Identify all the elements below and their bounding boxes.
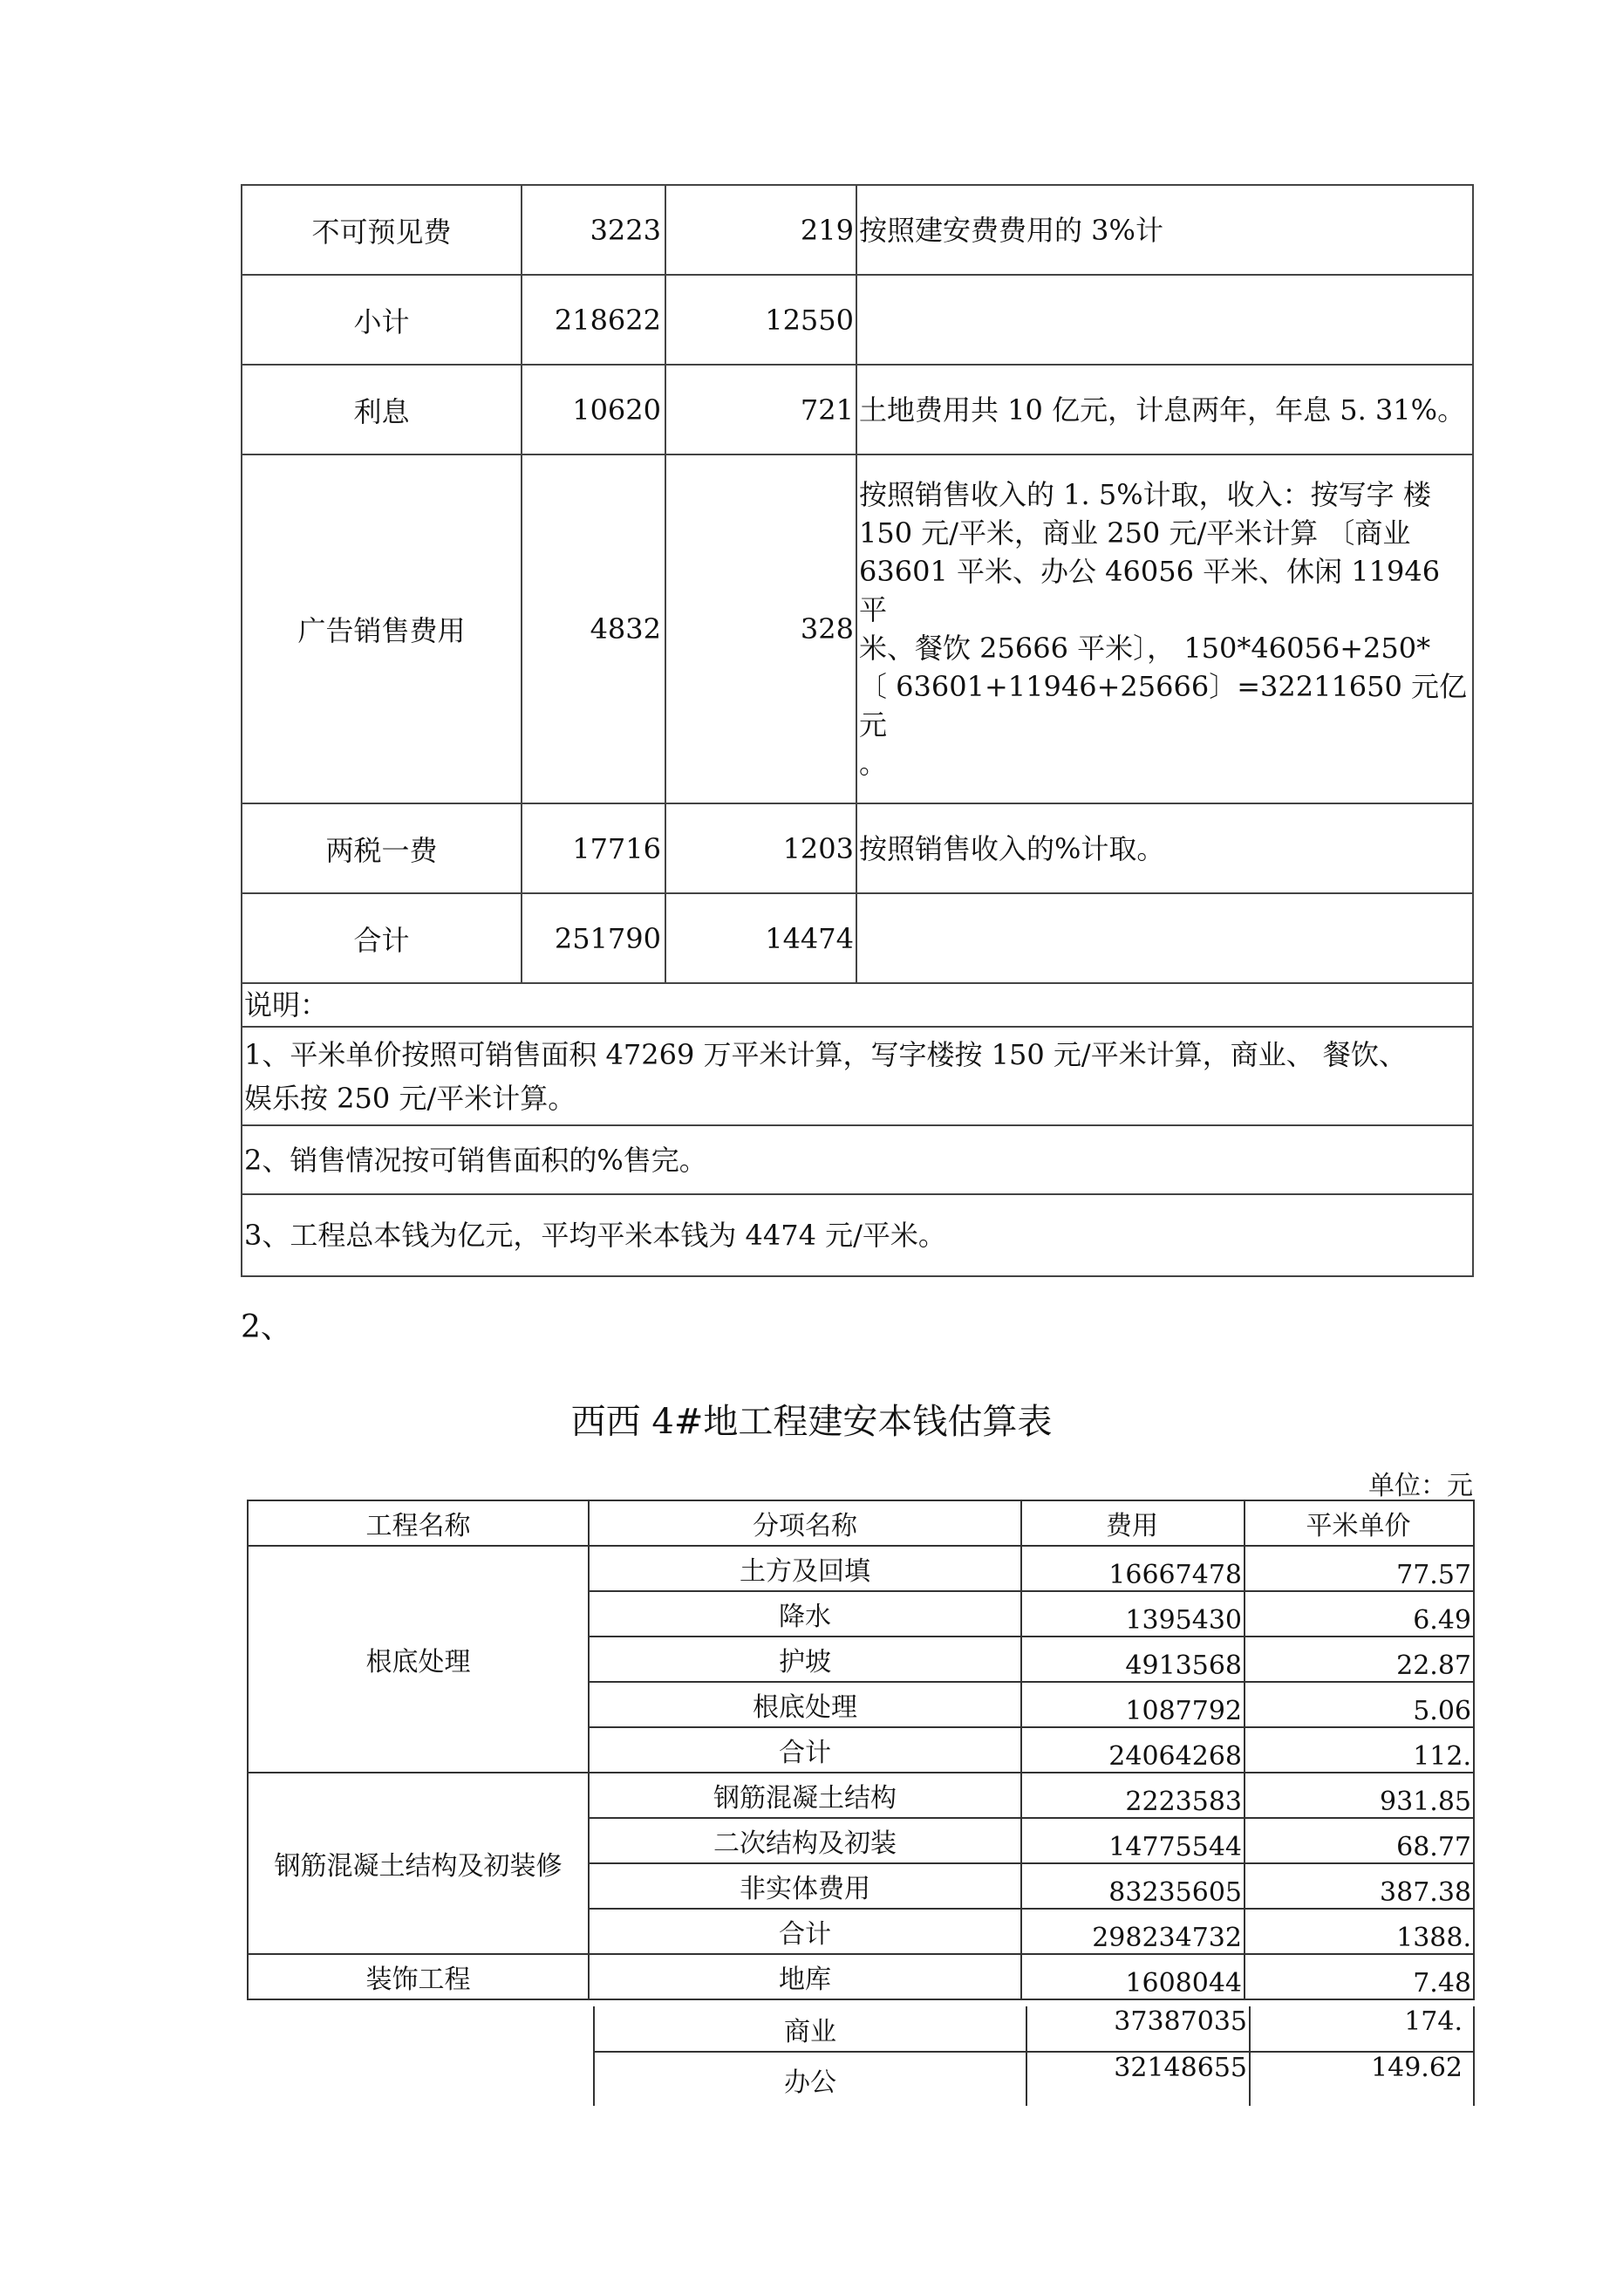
unit-price-value: 149.62 [1250,2052,1474,2106]
row-value-1: 4832 [522,454,665,803]
project-name: 根底处理 [248,1546,589,1773]
header-unit-price: 平米单价 [1245,1500,1474,1546]
note-3: 3、工程总本钱为亿元，平均平米本钱为 4474 元/平米。 [242,1194,1473,1276]
header-project: 工程名称 [248,1500,589,1546]
row-note [856,893,1473,983]
item-name: 护坡 [589,1637,1021,1682]
fee-value: 4913568 [1021,1637,1245,1682]
row-note: 按照销售收入的%计取。 [856,803,1473,893]
row-name: 广告销售费用 [242,454,522,803]
unit-price-value: 6.49 [1245,1591,1474,1637]
item-name: 二次结构及初装 [589,1818,1021,1863]
fee-value: 14775544 [1021,1818,1245,1863]
item-name: 合计 [589,1727,1021,1773]
header-row [248,1500,1474,1546]
table-row [242,454,1473,803]
item-name: 钢筋混凝土结构 [589,1773,1021,1818]
row-name: 利息 [242,365,522,454]
item-name: 土方及回填 [589,1546,1021,1591]
unit-price-value: 174. [1250,2006,1474,2052]
unit-price-value: 387.38 [1245,1863,1474,1909]
note-line: 米、餐饮 25666 平米〕， 150*46056+250* [859,632,1431,665]
unit-price-value: 7.48 [1245,1954,1474,1999]
item-name: 地库 [589,1954,1021,1999]
unit-price-value: 68.77 [1245,1818,1474,1863]
row-value-2: 328 [665,454,856,803]
construction-cost-table-continued [593,2006,1475,2106]
note-row [242,1194,1473,1276]
cost-summary-table [241,184,1474,1277]
fee-value: 16667478 [1021,1546,1245,1591]
note-line: 63601 平米、办公 46056 平米、休闲 11946 平 [859,555,1441,626]
fee-value: 24064268 [1021,1727,1245,1773]
row-name: 不可预见费 [242,185,522,275]
fee-value: 1395430 [1021,1591,1245,1637]
fee-value: 37387035 [1026,2006,1250,2052]
row-value-2: 721 [665,365,856,454]
table-row [242,365,1473,454]
notes-heading: 说明： [242,983,1473,1027]
unit-price-value: 112. [1245,1727,1474,1773]
table-row [248,1546,1474,1591]
fee-value: 1608044 [1021,1954,1245,1999]
fee-value: 32148655 [1026,2052,1250,2106]
table-row [248,1954,1474,1999]
project-name: 装饰工程 [248,1954,589,1999]
unit-price-value: 5.06 [1245,1682,1474,1727]
item-name: 降水 [589,1591,1021,1637]
row-note: 土地费用共 10 亿元，计息两年，年息 5. 31%。 [856,365,1473,454]
unit-price-value: 22.87 [1245,1637,1474,1682]
note-line: 按照销售收入的 1. 5%计取，收入：按写字 楼 [859,478,1431,511]
unit-price-value: 1388. [1245,1909,1474,1954]
row-value-2: 1203 [665,803,856,893]
row-note: 按照建安费费用的 3%计 [856,185,1473,275]
row-note [856,275,1473,365]
row-value-1: 251790 [522,893,665,983]
row-name: 两税一费 [242,803,522,893]
note-2: 2、销售情况按可销售面积的%售完。 [242,1125,1473,1194]
construction-cost-table [247,1500,1475,2000]
fee-value: 83235605 [1021,1863,1245,1909]
row-value-1: 10620 [522,365,665,454]
fee-value: 1087792 [1021,1682,1245,1727]
item-name: 合计 [589,1909,1021,1954]
table-row [242,803,1473,893]
fee-value: 2223583 [1021,1773,1245,1818]
row-name: 合计 [242,893,522,983]
item-name: 商业 [594,2006,1026,2052]
header-fee: 费用 [1021,1500,1245,1546]
note-line: 〔 63601+11946+25666〕=32211650 元亿 元 [859,670,1468,741]
table-title: 西西 4#地工程建安本钱估算表 [570,1402,1053,1442]
notes-heading-row [242,983,1473,1027]
row-value-1: 17716 [522,803,665,893]
note-1-line-1: 1、平米单价按照可销售面积 47269 万平米计算，写字楼按 150 元/平米计算，商业、 餐饮、 [244,1037,1407,1071]
row-value-2: 219 [665,185,856,275]
row-value-1: 218622 [522,275,665,365]
fee-value: 298234732 [1021,1909,1245,1954]
note-row [242,1125,1473,1194]
note-1-line-2: 娱乐按 250 元/平米计算。 [244,1081,576,1115]
unit-label: 单位：元 [1368,1471,1473,1501]
project-name: 钢筋混凝土结构及初装修 [248,1773,589,1954]
item-name: 办公 [594,2052,1026,2106]
item-name: 根底处理 [589,1682,1021,1727]
row-value-1: 3223 [522,185,665,275]
row-note [856,454,1473,803]
item-name: 非实体费用 [589,1863,1021,1909]
row-value-2: 12550 [665,275,856,365]
section-number: 2、 [241,1309,292,1345]
table-row [248,1773,1474,1818]
row-value-2: 14474 [665,893,856,983]
table-row [594,2006,1474,2052]
note-row [242,1027,1473,1125]
table-row [594,2052,1474,2106]
note-1 [242,1027,1473,1125]
note-line: 。 [859,747,888,780]
unit-price-value: 931.85 [1245,1773,1474,1818]
note-line: 150 元/平米，商业 250 元/平米计算 〔商业 [859,516,1411,550]
table-row [242,893,1473,983]
header-item: 分项名称 [589,1500,1021,1546]
table-row [242,275,1473,365]
table-row [242,185,1473,275]
row-name: 小计 [242,275,522,365]
unit-price-value: 77.57 [1245,1546,1474,1591]
